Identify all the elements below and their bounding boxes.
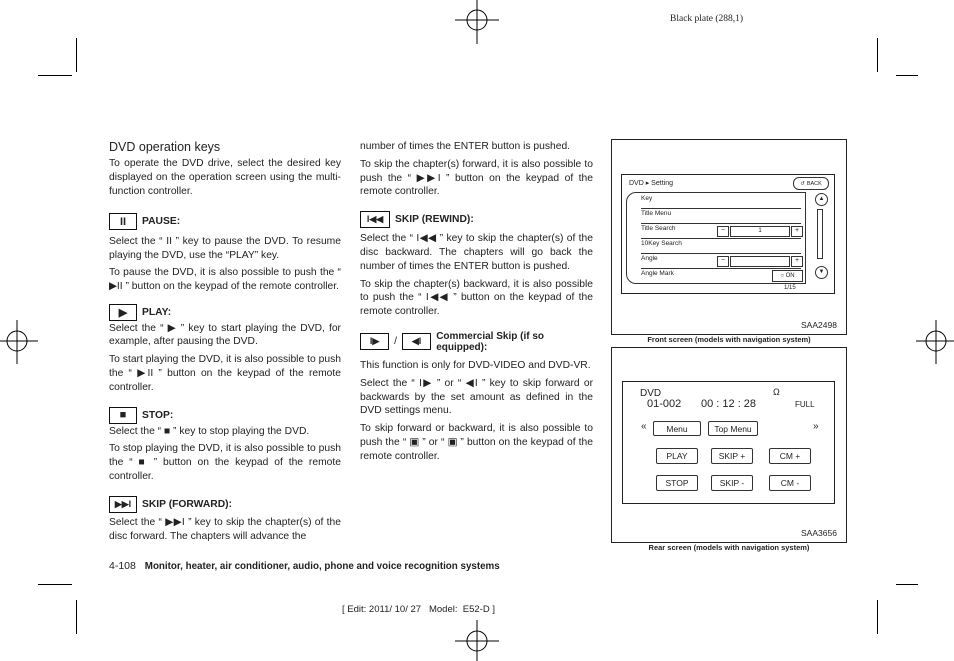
toggle-indicator-icon: ○ xyxy=(780,273,784,279)
skip-rewind-key-icon: I◀◀ xyxy=(360,211,390,228)
skiprew-heading xyxy=(360,211,593,228)
angle-value xyxy=(730,256,790,267)
front-screen-display xyxy=(621,174,835,294)
pause-text-1: Select the “ II ” key to pause the DVD. To resume playing the DVD, use the “PLAY” key. xyxy=(109,236,341,262)
title-search-minus[interactable]: − xyxy=(717,226,729,237)
section-title: DVD operation keys xyxy=(109,140,221,154)
skiprew-text-1: Select the “ I◀◀ ” key to skip the chapter(s) of the disc backward. The chapters will go back the number of times the ENTER button is pushed. xyxy=(360,233,593,272)
cmskip-text-2: Select the “ I▶ ” or “ ◀I ” key to skip forward or backwards by the set amount as defined in the DVD settings menu. xyxy=(360,377,593,417)
next-page-icon[interactable]: » xyxy=(813,421,819,432)
cm-plus-button[interactable]: CM + xyxy=(769,448,811,464)
time-readout: 00 : 12 : 28 xyxy=(701,398,757,410)
scroll-track[interactable] xyxy=(817,209,823,259)
angle-mark-toggle[interactable] xyxy=(772,270,803,282)
front-screen-figure xyxy=(611,139,847,335)
page-number: 4-108 xyxy=(109,560,136,572)
setting-item-key[interactable]: Key xyxy=(641,195,801,209)
rear-screen-display xyxy=(622,381,835,504)
skipfwd-cont-1: number of times the ENTER button is pushed. xyxy=(360,141,571,152)
menu-button[interactable]: Menu xyxy=(653,421,701,436)
skip-forward-key-icon: ▶▶I xyxy=(109,496,137,513)
title-search-value: 1 xyxy=(730,226,790,237)
chapter-readout: 01-002 xyxy=(647,398,682,410)
cmskip-heading: I▶ / ◀I Commercial Skip (if so equipped): xyxy=(360,331,593,353)
skiprew-heading-label: SKIP (REWIND): xyxy=(395,214,474,226)
prev-page-icon[interactable]: « xyxy=(641,421,647,432)
pause-key-icon: II xyxy=(109,213,137,230)
skipfwd-cont-2: To skip the chapter(s) forward, it is also possible to push the “ ▶▶I ” button on the keypad of the remote controller. xyxy=(360,158,593,198)
page-indicator: 1/15 xyxy=(784,285,796,291)
breadcrumb: DVD ▸ Setting xyxy=(629,180,673,187)
intro-text: To operate the DVD drive, select the desired key displayed on the operation screen using the multi-function controller. xyxy=(109,158,341,197)
plate-label: Black plate (288,1) xyxy=(670,14,744,24)
left-column xyxy=(109,140,341,543)
pause-text-2: To pause the DVD, it is also possible to push the “ ▶II ” button on the keypad of the remote controller. xyxy=(109,266,341,292)
middle-column xyxy=(360,140,593,464)
registration-mark-bottom xyxy=(452,618,502,661)
back-button[interactable] xyxy=(793,177,829,190)
front-screen-code: SAA2498 xyxy=(801,320,837,330)
top-menu-button[interactable]: Top Menu xyxy=(708,421,758,436)
setting-item-angle-mark[interactable]: Angle Mark xyxy=(641,270,674,277)
cmskip-text-1: This function is only for DVD-VIDEO and DVD-VR. xyxy=(360,359,591,371)
stop-heading-label: STOP: xyxy=(142,409,174,421)
front-screen-caption: Front screen (models with navigation system) xyxy=(647,335,811,344)
screen-mode: FULL xyxy=(795,400,815,409)
play-text-2: To start playing the DVD, it is also possible to push the “ ▶II ” button on the keypad of the remote controller. xyxy=(109,354,341,393)
angle-minus[interactable]: − xyxy=(717,256,729,267)
cmskip-text-3: To skip forward or backward, it is also possible to push the “ ▣ ” or “ ▣ ” button on the keypad of the remote controller. xyxy=(360,423,593,462)
section-name: Monitor, heater, air conditioner, audio, phone and voice recognition systems xyxy=(144,561,500,572)
title-search-label: Title Search xyxy=(641,225,676,232)
title-search-plus[interactable]: + xyxy=(791,226,803,237)
cm-forward-key-icon: I▶ xyxy=(360,333,389,350)
registration-mark-top xyxy=(452,0,502,48)
play-button[interactable]: PLAY xyxy=(656,448,698,464)
headphone-icon: Ω xyxy=(773,387,780,397)
play-heading-label: PLAY: xyxy=(142,306,172,318)
stop-key-icon: ■ xyxy=(109,407,137,424)
registration-mark-right xyxy=(914,318,954,366)
angle-mark-value: ON xyxy=(785,273,795,279)
dvd-label: DVD xyxy=(640,388,662,399)
skipfwd-text-1: Select the “ ▶▶I ” key to skip the chapter(s) of the disc forward. The chapters will advance the xyxy=(109,516,341,542)
registration-mark-left xyxy=(0,318,40,366)
setting-item-10key-search[interactable]: 10Key Search xyxy=(641,240,801,254)
pause-heading-label: PAUSE: xyxy=(142,216,181,228)
stop-text-1: Select the “ ■ ” key to stop playing the DVD. xyxy=(109,425,310,437)
cmskip-heading-label: Commercial Skip (if so equipped): xyxy=(436,330,544,353)
angle-plus[interactable]: + xyxy=(791,256,803,267)
scroll-up-icon[interactable]: ▲ xyxy=(815,193,828,206)
skip-minus-button[interactable]: SKIP - xyxy=(711,475,753,491)
page-footer xyxy=(109,560,500,572)
stop-button[interactable]: STOP xyxy=(656,475,698,491)
back-label: BACK xyxy=(806,180,822,187)
skiprew-text-2: To skip the chapter(s) backward, it is also possible to push the “ I◀◀ ” button on the keypad of the remote controller. xyxy=(360,278,593,318)
play-text-1: Select the “ ▶ ” key to start playing the DVD, for example, after pausing the DVD. xyxy=(109,322,341,348)
rear-screen-figure xyxy=(611,347,847,543)
cm-minus-button[interactable]: CM - xyxy=(769,475,811,491)
scroll-down-icon[interactable]: ▼ xyxy=(815,266,828,279)
stop-heading xyxy=(109,407,341,424)
skipfwd-heading-label: SKIP (FORWARD): xyxy=(142,498,233,510)
edit-info: [ Edit: 2011/ 10/ 27 Model: E52-D ] xyxy=(342,604,495,615)
pause-heading xyxy=(109,213,341,230)
settings-list xyxy=(626,192,806,284)
setting-item-title-menu[interactable]: Title Menu xyxy=(641,210,801,224)
rear-screen-code: SAA3656 xyxy=(801,528,837,538)
play-heading xyxy=(109,304,341,321)
skipfwd-heading xyxy=(109,496,341,513)
angle-label: Angle xyxy=(641,255,658,262)
back-arrow-icon: ↺ xyxy=(800,180,805,187)
skip-plus-button[interactable]: SKIP + xyxy=(711,448,753,464)
stop-text-2: To stop playing the DVD, it is also possible to push the “ ■ ” button on the keypad of the remote controller. xyxy=(109,443,341,482)
play-key-icon: ▶ xyxy=(109,304,137,321)
rear-screen-caption: Rear screen (models with navigation system) xyxy=(648,543,810,552)
cm-backward-key-icon: ◀I xyxy=(402,333,431,350)
